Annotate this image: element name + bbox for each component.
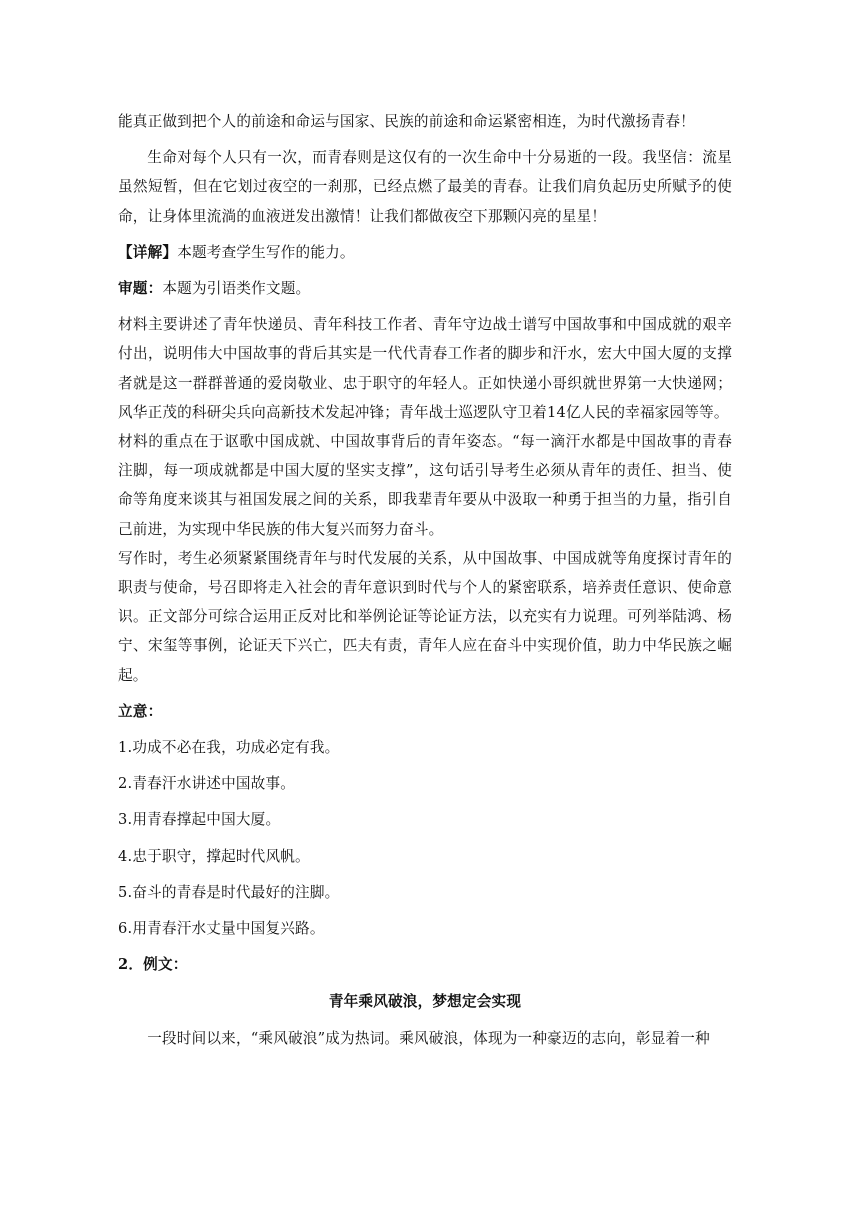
intent-item-4: 4.忠于职守，撑起时代风帆。 (118, 847, 310, 865)
example-label: 2．例文： (118, 956, 188, 974)
intent-item-2: 2.青春汗水讲述中国故事。 (118, 775, 296, 793)
detail-label: 【详解】 (118, 243, 178, 261)
essay-first-line: 一段时间以来，“乘风破浪”成为热词。乘风破浪，体现为一种豪迈的志向，彰显着一种 (147, 1029, 710, 1047)
intent-item-3: 3.用青春撑起中国大厦。 (118, 811, 281, 829)
detail-text: 本题考查学生写作的能力。 (177, 243, 355, 261)
essay-title: 青年乘风破浪，梦想定会实现 (328, 993, 522, 1011)
document-page (118, 107, 732, 1053)
paragraph-life-youth: 生命对每个人只有一次，而青春则是这仅有的一次生命中十分易逝的一段。我坚信：流星虽然短暂，但在它划过夜空的一刹那，已经点燃了最美的青春。让我们肩负起历史所赋予的使命，让身体里流淌的血液迸发出激情！让我们都做夜空下那颗闪亮的星星！ (118, 149, 732, 225)
paragraph-conclusion: 能真正做到把个人的前途和命运与国家、民族的前途和命运紧密相连，为时代激扬青春！ (118, 113, 695, 130)
material-paragraph-1: 材料主要讲述了青年快递员、青年科技工作者、青年守边战士谱写中国故事和中国成就的艰辛付出，说明伟大中国故事的背后其实是一代代青春工作者的脚步和汗水，宏大中国大厦的支撑者就是这一群群普通的爱岗敬业、忠于职守的年轻人。正如快递小哥织就世界第一大快递网；风华正茂的科研尖兵向高新技术发起冲锋；青年战士巡逻队守卫着14亿人民的幸福家园等等。 (118, 316, 732, 421)
review-label: 审题： (118, 280, 163, 298)
review-text: 本题为引语类作文题。 (162, 280, 311, 298)
intent-item-5: 5.奋斗的青春是时代最好的注脚。 (118, 883, 340, 901)
material-paragraph-2: 材料的重点在于讴歌中国成就、中国故事背后的青年姿态。“每一滴汗水都是中国故事的青春注脚，每一项成就都是中国大厦的坚实支撑”，这句话引导考生必须从青年的责任、担当、使命等角度来谈其与祖国发展之间的关系，即我辈青年要从中汲取一种勇于担当的力量，指引自己前进，为实现中华民族的伟大复兴而努力奋斗。 (118, 433, 732, 538)
material-paragraph-3: 写作时，考生必须紧紧围绕青年与时代发展的关系，从中国故事、中国成就等角度探讨青年的职责与使命，号召即将走入社会的青年意识到时代与个人的紧密联系，培养责任意识、使命意识。正文部分可综合运用正反对比和举例论证等论证方法，以充实有力说理。可列举陆鸿、杨宁、宋玺等事例，论证天下兴亡，匹夫有责，青年人应在奋斗中实现价值，助力中华民族之崛起。 (118, 549, 732, 684)
intent-label: 立意： (118, 702, 163, 720)
review-line (118, 274, 732, 303)
intent-item-6: 6.用青春汗水丈量中国复兴路。 (118, 920, 325, 938)
detail-line (118, 238, 732, 267)
intent-item-1: 1.功成不必在我，功成必定有我。 (118, 739, 340, 757)
